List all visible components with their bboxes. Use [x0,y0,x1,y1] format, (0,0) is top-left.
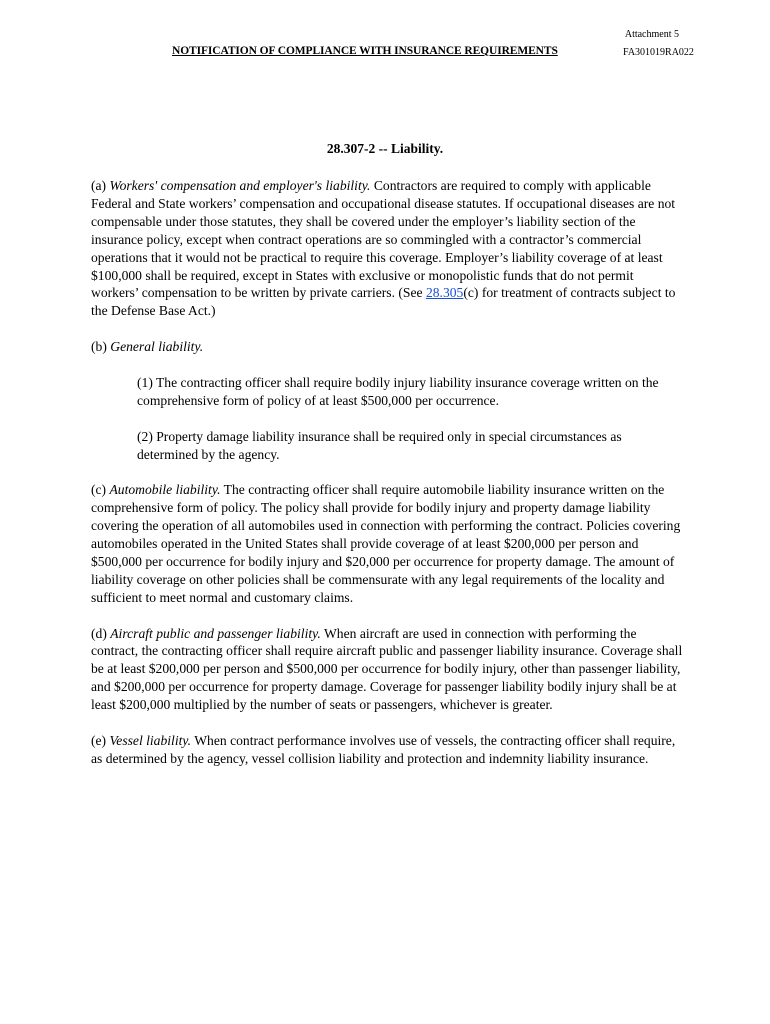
paragraph-b-heading: General liability. [110,339,204,355]
paragraph-e-lead: (e) [91,733,110,748]
paragraph-e [91,732,683,768]
paragraph-d-heading: Aircraft public and passenger liability. [110,625,321,641]
paragraph-a-lead: (a) [91,178,110,193]
paragraph-c-lead: (c) [91,482,110,498]
document-body [91,177,683,786]
paragraph-b [91,338,683,356]
paragraph-c-heading: Automobile liability. [109,482,221,498]
paragraph-b-item-2: (2) Property damage liability insurance shall be required only in special circumstances as determined by the agency. [137,428,622,462]
paragraph-c [91,481,683,606]
paragraph-d [91,625,683,715]
paragraph-b-item-1: (1) The contracting officer shall require bodily injury liability insurance coverage written on the comprehensive form of policy of at least $500,000 per occurrence. [137,374,659,408]
paragraph-a-heading: Workers' compensation and employer's liability. [109,178,371,193]
form-code: FA301019RA022 [623,47,694,58]
attachment-label: Attachment 5 [624,29,679,40]
paragraph-a-text: Contractors are required to comply with applicable Federal and State workers’ compensation and occupational disease statutes. If occupational diseases are not compensable under those statutes, they shall be covered under the employer’s liability section of the insurance policy, except when contract operations are so commingled with a contractor’s commercial operations that it would not be practical to require this coverage. Employer’s liability coverage of at least $100,000 shall be required, except in States with exclusive or monopolistic funds that do not permit workers’ compensation to be written by private carriers. (See [91,178,676,301]
reference-link-28-305[interactable]: 28.305 [425,285,464,301]
paragraph-d-lead: (d) [91,625,111,641]
paragraph-a [91,177,683,320]
paragraph-d-text: When aircraft are used in connection with performing the contract, the contracting officer shall require aircraft public and passenger liability insurance. Coverage shall be at least $200,000 per person and $500,000 per occurrence for bodily injury, other than passenger liability, and $200,000 per occurrence for property damage. Coverage for passenger liability bodily injury shall be at least $200,000 multiplied by the number of seats or passengers, whichever is greater. [91,625,683,713]
paragraph-a-tail: (c) for treatment of contracts subject to the Defense Base Act.) [91,285,676,319]
paragraph-e-text: When contract performance involves use of vessels, the contracting officer shall require, as determined by the agency, vessel collision liability and protection and indemnity liability insurance. [91,733,676,766]
paragraph-e-heading: Vessel liability. [109,733,192,748]
document-header-title: NOTIFICATION OF COMPLIANCE WITH INSURANCE REQUIREMENTS [172,45,558,57]
paragraph-c-text: The contracting officer shall require automobile liability insurance written on the comprehensive form of policy. The policy shall provide for bodily injury and property damage liability covering the operation of all automobiles used in connection with performing the contract. Policies covering automobiles operated in the United States shall provide coverage of at least $200,000 per person and $500,000 per occurrence for bodily injury and $20,000 per occurrence for property damage. The amount of liability coverage on other policies shall be commensurate with any legal requirements of the locality and sufficient to meet normal and customary claims. [91,482,681,605]
section-title: 28.307-2 -- Liability. [326,141,444,156]
paragraph-b-lead: (b) [91,339,111,355]
